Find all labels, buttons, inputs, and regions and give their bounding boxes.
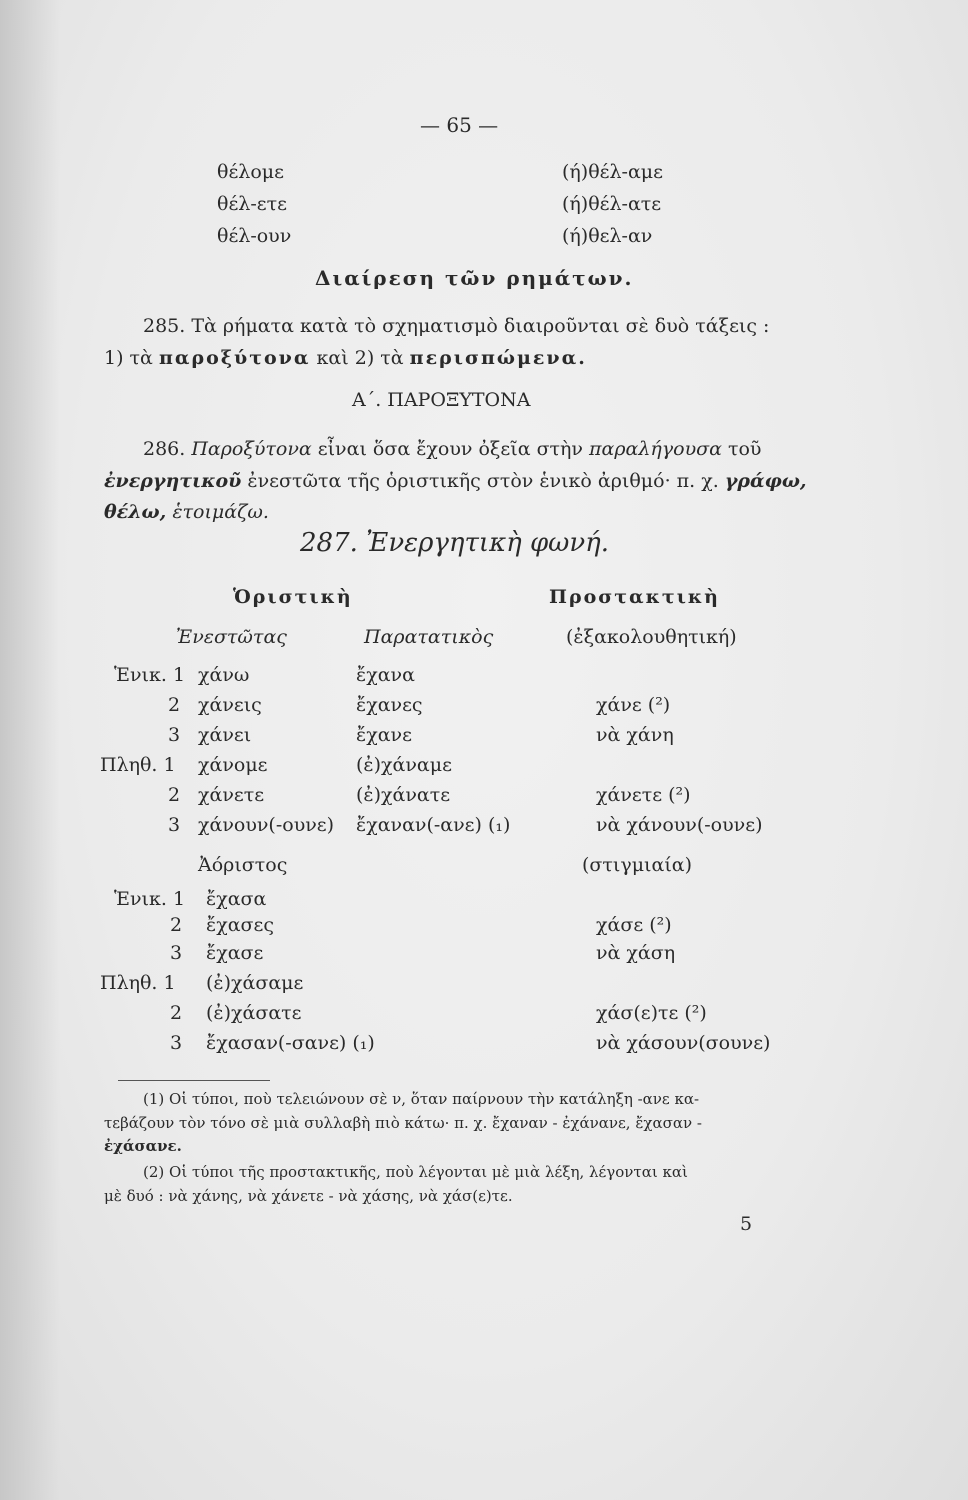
present-form: χάνω (198, 664, 250, 686)
par285-term-paroxytona: παροξύτονα (158, 347, 311, 369)
conj-left-1: θέλομε (217, 161, 284, 183)
row-label: 2 (170, 914, 183, 936)
par285-line2 (104, 346, 587, 370)
imperfect-form: ἔχαναν(-ανε) (₁) (356, 814, 511, 836)
par285-text-a: 1) τὰ (104, 347, 153, 369)
imperfect-form: ἔχανες (356, 694, 423, 716)
imperative-form: νὰ χάσουν(σουνε) (596, 1032, 771, 1054)
aorist-form: ἔχασα (206, 888, 267, 910)
header-prostaktiki: Προστακτικὴ (549, 586, 720, 608)
par286-term: Παροξύτονα (191, 438, 312, 460)
footnote-2-line1: (2) Οἱ τύποι τῆς προστακτικῆς, ποὺ λέγονται μὲ μιὰ λέξη, λέγονται καὶ (143, 1163, 688, 1181)
present-form: χάνει (198, 724, 252, 746)
sub-aoristos: Ἀόριστος (198, 854, 288, 876)
imperative-form: χάνε (²) (596, 694, 671, 716)
imperative-form: χάσ(ε)τε (²) (596, 1002, 707, 1024)
imperfect-form: (ἐ)χάναμε (356, 754, 452, 776)
par286-text1b: τοῦ (727, 438, 762, 460)
row-label: 3 (168, 724, 181, 746)
par286-example2: θέλω, (104, 501, 167, 523)
imperfect-form: (ἐ)χάνατε (356, 784, 451, 806)
par286-term2: παραλήγουσα (589, 438, 722, 460)
footnote-1-line1: (1) Οἱ τύποι, ποὺ τελειώνουν σὲ ν, ὅταν παίρνουν τὴν κατάληξη -ανε κα- (143, 1090, 700, 1108)
aorist-form: (ἐ)χάσατε (206, 1002, 302, 1024)
par286-text2: ἐνεστῶτα τῆς ὁριστικῆς στὸν ἑνικὸ ἀριθμό· π. χ. (247, 470, 719, 492)
par286-example1: γράφω, (724, 470, 807, 492)
par285-line1: 285. Τὰ ρήματα κατὰ τὸ σχηματισμὸ διαιροῦνται σὲ δυὸ τάξεις : (143, 315, 770, 337)
subheading-paroxytona: Α΄. ΠΑΡΟΞΥΤΟΝΑ (352, 389, 531, 411)
imperative-form: χάσε (²) (596, 914, 672, 936)
sub-stigmiaia: (στιγμιαία) (582, 854, 693, 876)
conj-right-1: (ή)θέλ-αμε (562, 161, 663, 183)
sub-enestotas: Ἐνεστῶτας (176, 626, 287, 648)
footnote-rule (118, 1080, 270, 1081)
row-label: 3 (168, 814, 181, 836)
present-form: χάνουν(-ουνε) (198, 814, 335, 836)
present-form: χάνομε (198, 754, 268, 776)
signature-mark: 5 (740, 1213, 753, 1235)
present-form: χάνεις (198, 694, 262, 716)
row-label: Πληθ. 1 (100, 972, 176, 994)
imperfect-form: ἔχανε (356, 724, 412, 746)
footnote-1-line2: τεβάζουν τὸν τόνο σὲ μιὰ συλλαβὴ πιὸ κάτω· π. χ. ἔχαναν - ἐχάνανε, ἔχασαν - (104, 1114, 702, 1132)
row-label: 2 (170, 1002, 183, 1024)
footnote-1-line3: ἐχάσανε. (104, 1137, 182, 1155)
imperative-form: νὰ χάνη (596, 724, 674, 746)
footnote-2-line2: μὲ δυό : νὰ χάνης, νὰ χάνετε - νὰ χάσης, νὰ χάσ(ε)τε. (104, 1187, 513, 1205)
par286-line3 (104, 500, 269, 524)
imperative-form: νὰ χάση (596, 942, 676, 964)
par286-example3: ἑτοιμάζω. (172, 501, 269, 523)
par286-line2 (104, 469, 807, 493)
aorist-form: (ἐ)χάσαμε (206, 972, 304, 994)
conj-left-2: θέλ-ετε (217, 193, 287, 215)
header-oristiki: Ὁριστικὴ (233, 586, 353, 608)
imperative-form: χάνετε (²) (596, 784, 691, 806)
par285-text-c: καὶ 2) τὰ (316, 347, 404, 369)
page-number: — 65 — (420, 113, 499, 137)
sub-paratatikos: Παρατατικὸς (364, 626, 494, 648)
present-form: χάνετε (198, 784, 265, 806)
imperative-form: νὰ χάνουν(-ουνε) (596, 814, 763, 836)
par286-line1 (143, 437, 761, 461)
aorist-form: ἔχασε (206, 942, 264, 964)
sub-exakolouthitiki: (ἐξακολουθητική) (566, 626, 737, 648)
row-label: 3 (170, 1032, 183, 1054)
row-label: 2 (168, 784, 181, 806)
par286-number: 286. (143, 438, 186, 460)
aorist-form: ἔχασες (206, 914, 274, 936)
heading-287: 287. Ἐνεργητικὴ φωνή. (300, 528, 610, 558)
conj-right-2: (ή)θέλ-ατε (562, 193, 662, 215)
par286-text1: εἶναι ὅσα ἔχουν ὀξεῖα στὴν (317, 438, 583, 460)
conj-right-3: (ή)θελ-αν (562, 225, 653, 247)
row-label: Πληθ. 1 (100, 754, 176, 776)
row-label: 2 (168, 694, 181, 716)
imperfect-form: ἔχανα (356, 664, 415, 686)
section-title: Διαίρεση τῶν ρημάτων. (315, 266, 634, 290)
row-label: 3 (170, 942, 183, 964)
row-label: Ἑνικ. 1 (114, 664, 186, 686)
aorist-form: ἔχασαν(-σανε) (₁) (206, 1032, 375, 1054)
par285-term-perispomena: περισπώμενα. (409, 347, 587, 369)
par286-term3: ἐνεργητικοῦ (104, 470, 242, 492)
conj-left-3: θέλ-ουν (217, 225, 292, 247)
row-label: Ἑνικ. 1 (114, 888, 186, 910)
